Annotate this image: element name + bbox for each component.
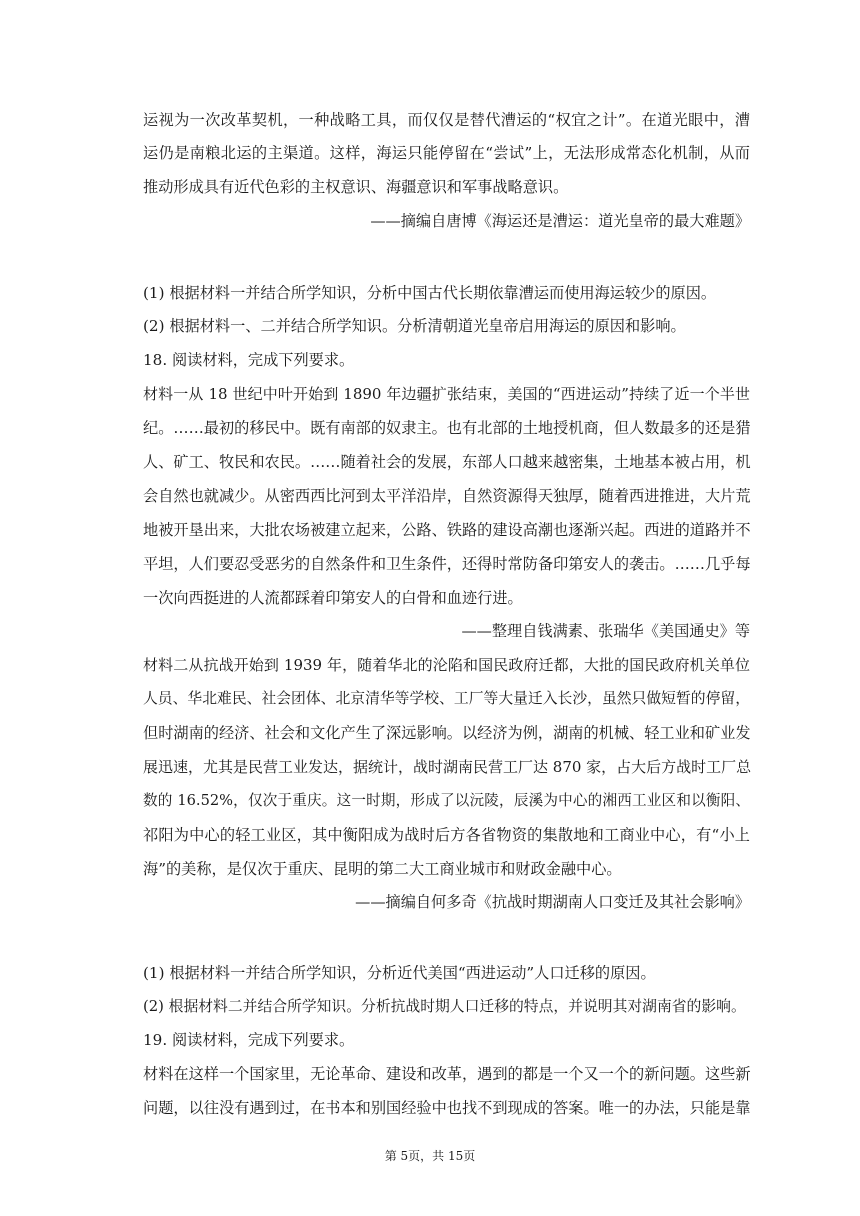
text-line: 推动形成具有近代色彩的主权意识、海疆意识和军事战略意识。 (143, 178, 569, 196)
text-line: 运仍是南粮北运的主渠道。这样，海运只能停留在“尝试”上，无法形成常态化机制，从而 (143, 144, 750, 162)
text-line: 运视为一次改革契机，一种战略工具，而仅仅是替代漕运的“权宜之计”。在道光眼中，漕 (143, 111, 750, 129)
question-item: (1) 根据材料一并结合所学知识，分析近代美国“西进运动”人口迁移的原因。 (143, 964, 656, 982)
question-item: (2) 根据材料二并结合所学知识。分析抗战时期人口迁移的特点，并说明其对湖南省的影响。 (143, 998, 746, 1015)
text-line: 材料一从 18 世纪中叶开始到 1890 年边疆扩张结束，美国的“西进运动”持续了近一个半世 (143, 385, 750, 403)
text-line: 但时湖南的经济、社会和文化产生了深远影响。以经济为例，湖南的机械、轻工业和矿业发 (143, 724, 751, 742)
text-line: 人员、华北难民、社会团体、北京清华等学校、工厂等大量迁入长沙，虽然只做短暂的停留， (143, 690, 750, 707)
text-line: 海”的美称，是仅次于重庆、昆明的第二大工商业城市和财政金融中心。 (143, 860, 622, 878)
text-line: 一次向西挺进的人流都踩着印第安人的白骨和血迹行进。 (143, 589, 523, 607)
text-line: 纪。……最初的移民中。既有南部的奴隶主。也有北部的土地授机商，但人数最多的还是猎 (143, 419, 751, 437)
text-line: 数的 16.52%，仅次于重庆。这一时期，形成了以沅陵，辰溪为中心的湘西工业区和以衡阳、 (143, 792, 750, 809)
question-item: (2) 根据材料一、二并结合所学知识。分析清朝道光皇帝启用海运的原因和影响。 (143, 317, 686, 335)
page-footer: 第 5页，共 15页 (384, 1149, 476, 1163)
text-line: 材料在这样一个国家里，无论革命、建设和改革，遇到的都是一个又一个的新问题。这些新 (143, 1065, 751, 1083)
text-line: 展迅速，尤其是民营工业发达，据统计，战时湖南民营工厂达 870 家，占大后方战时工厂总 (143, 758, 752, 776)
text-line: 地被开垦出来，大批农场被建立起来，公路、铁路的建设高潮也逐渐兴起。西进的道路并不 (143, 521, 751, 539)
question-heading: 19. 阅读材料，完成下列要求。 (143, 1031, 355, 1049)
text-line: 问题，以往没有遇到过，在书本和别国经验中也找不到现成的答案。唯一的办法，只能是靠 (143, 1099, 751, 1117)
text-line: 会自然也就减少。从密西西比河到太平洋沿岸，自然资源得天独厚，随着西进推进，大片荒 (143, 487, 751, 505)
question-heading: 18. 阅读材料，完成下列要求。 (143, 351, 355, 369)
text-line: 平坦，人们要忍受恶劣的自然条件和卫生条件，还得时常防备印第安人的袭击。……几乎每 (143, 555, 751, 573)
source-citation: ——摘编自唐博《海运还是漕运：道光皇帝的最大难题》 (370, 212, 750, 230)
text-line: 人、矿工、牧民和农民。……随着社会的发展，东部人口越来越密集，土地基本被占用，机 (143, 453, 751, 471)
text-line: 祁阳为中心的轻工业区，其中衡阳成为战时后方各省物资的集散地和工商业中心，有“小上 (143, 826, 750, 844)
source-citation: ——整理自钱满素、张瑞华《美国通史》等 (461, 622, 750, 640)
question-item: (1) 根据材料一并结合所学知识，分析中国古代长期依靠漕运而使用海运较少的原因。 (143, 284, 717, 302)
source-citation: ——摘编自何多奇《抗战时期湖南人口变迁及其社会影响》 (355, 893, 750, 911)
text-line: 材料二从抗战开始到 1939 年，随着华北的沦陷和国民政府迁都，大批的国民政府机关单位 (143, 656, 750, 674)
